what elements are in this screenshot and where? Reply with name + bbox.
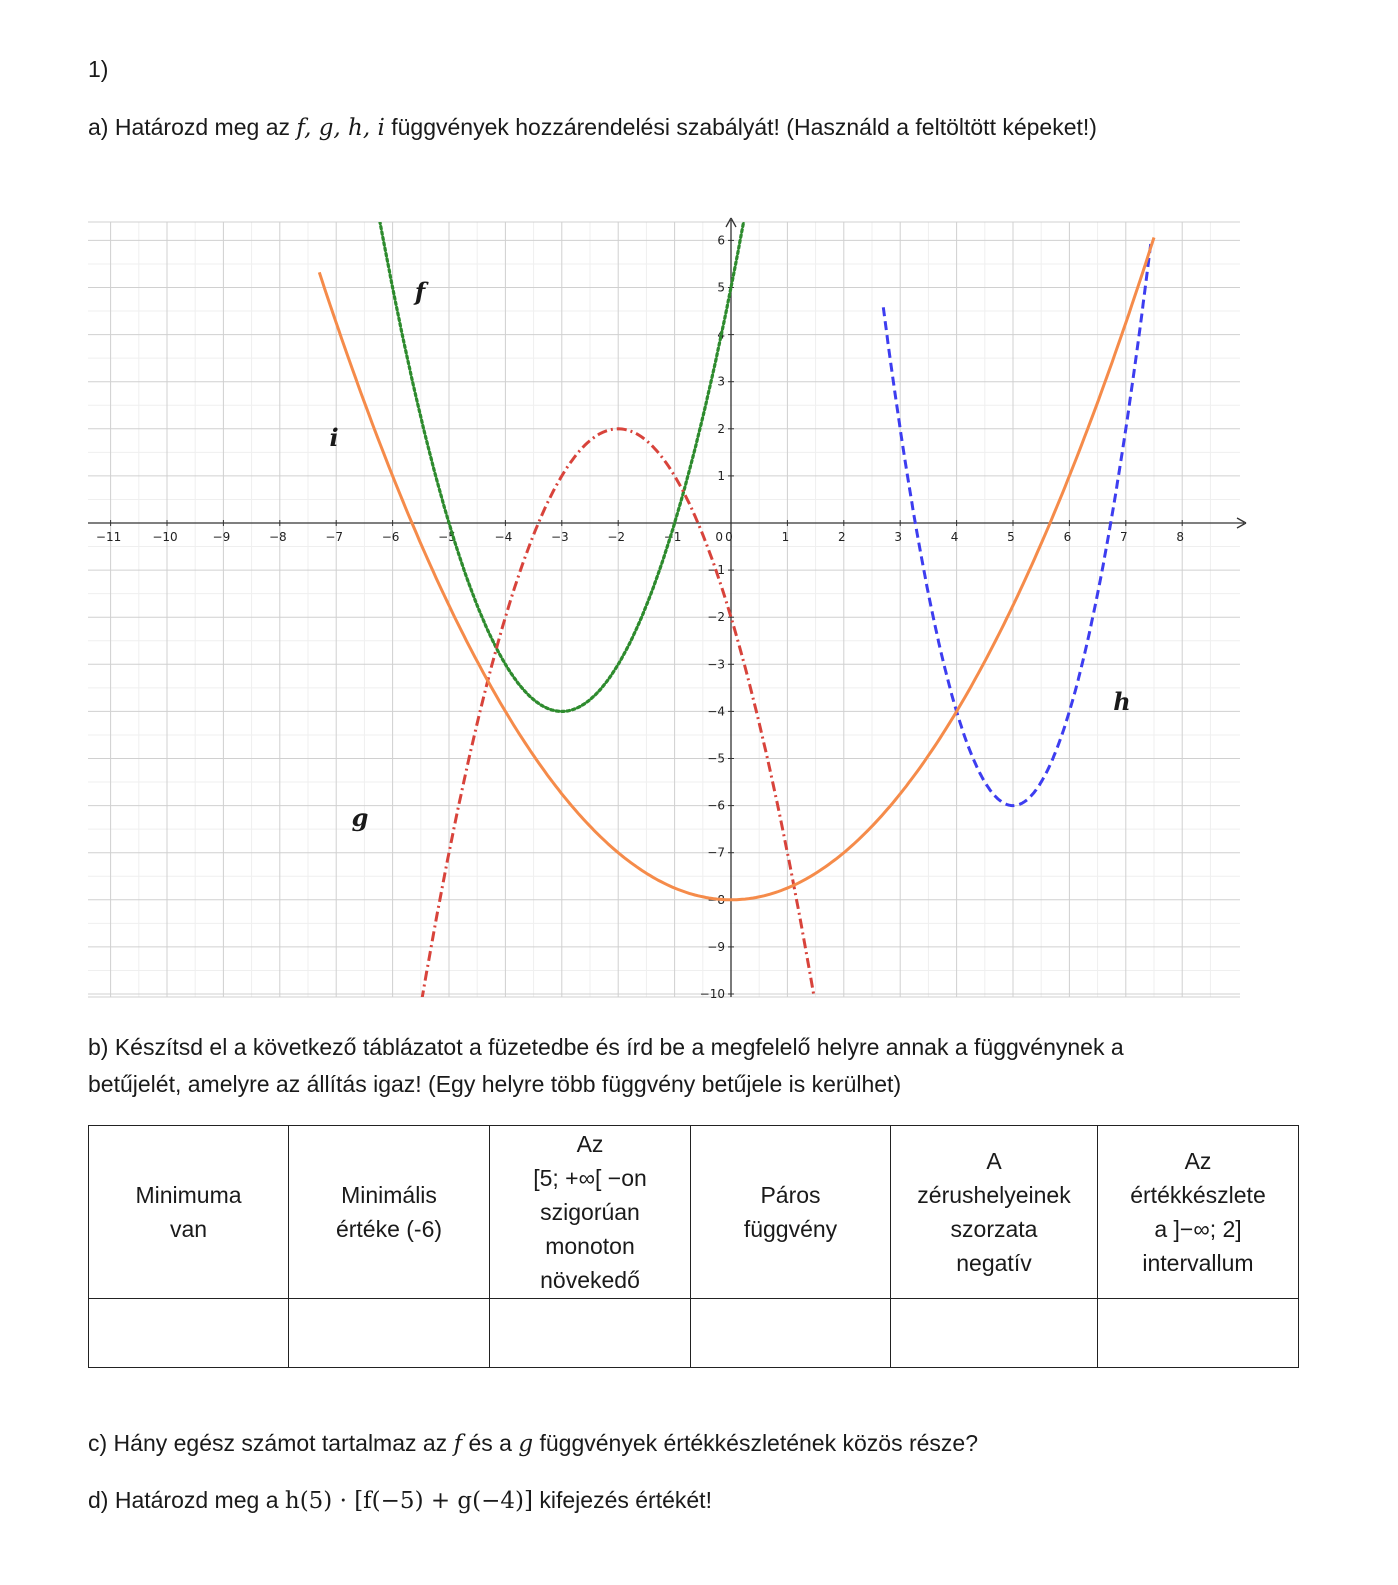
x-tick-label: −11 <box>95 530 122 544</box>
x-tick-label: −3 <box>550 530 569 544</box>
x-tick-label: 1 <box>781 530 790 544</box>
x-tick-label: 5 <box>1007 530 1015 544</box>
answer-cell[interactable] <box>490 1299 691 1368</box>
answer-cell[interactable] <box>691 1299 891 1368</box>
y-tick-label: −10 <box>699 987 725 1001</box>
header-line: van <box>169 1216 208 1242</box>
header-line: függvény <box>743 1216 838 1242</box>
header-line: A <box>986 1148 1002 1174</box>
table-header-cell <box>490 1126 691 1299</box>
header-line: szorzata <box>950 1216 1038 1242</box>
header-line: értéke (-6) <box>335 1216 443 1242</box>
answer-cell[interactable] <box>1098 1299 1299 1368</box>
x-tick-label: 0 <box>725 530 733 544</box>
part-a-functions: f, g, h, i <box>296 115 385 141</box>
y-tick-label: −7 <box>707 845 725 860</box>
x-tick-label: 8 <box>1176 530 1185 544</box>
header-line: szigorúan <box>540 1199 640 1225</box>
header-line: intervallum <box>1142 1250 1254 1276</box>
y-tick-label: 5 <box>717 280 725 295</box>
part-d-prefix: d) Határozd meg a <box>88 1487 279 1513</box>
x-tick-label: 4 <box>950 530 959 544</box>
y-tick-label: −3 <box>707 657 725 672</box>
header-line: zérushelyeinek <box>917 1182 1071 1208</box>
y-tick-label: −4 <box>707 704 725 719</box>
x-tick-label: −2 <box>607 530 626 544</box>
table-header-cell <box>289 1126 490 1299</box>
y-tick-label: −5 <box>707 751 725 766</box>
part-c-mid: és a <box>468 1430 512 1456</box>
part-c-text <box>88 1430 978 1457</box>
y-tick-label: −6 <box>707 798 725 813</box>
header-line: a ]−∞; 2] <box>1154 1216 1242 1242</box>
answer-cell[interactable] <box>89 1299 289 1368</box>
part-c-suffix: függvények értékkészletének közös része? <box>539 1430 979 1456</box>
curve-label-f: f <box>414 277 426 306</box>
y-tick-label: 6 <box>717 233 725 248</box>
header-line: Minimuma <box>135 1182 242 1208</box>
x-tick-label: −7 <box>325 530 344 544</box>
x-tick-label: −8 <box>268 530 287 544</box>
header-line: növekedő <box>540 1267 640 1293</box>
part-a-prefix: a) Határozd meg az <box>88 114 290 140</box>
x-tick-label: 6 <box>1063 530 1072 544</box>
y-tick-label: −2 <box>707 610 725 625</box>
y-tick-label: −1 <box>707 563 725 578</box>
part-b-line1: b) Készítsd el a következő táblázatot a füzetedbe és írd be a megfelelő helyre annak a függvénynek a <box>88 1034 1124 1060</box>
origin-label: 0 <box>715 530 723 544</box>
x-tick-label: 2 <box>837 530 846 544</box>
header-line: negatív <box>956 1250 1032 1276</box>
table-header-cell <box>89 1126 289 1299</box>
part-a-suffix: függvények hozzárendelési szabályát! (Használd a feltöltött képeket!) <box>391 114 1097 140</box>
x-tick-label: −4 <box>494 530 513 544</box>
part-d-suffix: kifejezés értékét! <box>539 1487 712 1513</box>
part-b-line2: betűjelét, amelyre az állítás igaz! (Egy helyre több függvény betűjele is kerülhet) <box>88 1071 902 1097</box>
header-line: Az <box>576 1131 604 1157</box>
y-tick-label: 3 <box>717 374 725 389</box>
x-tick-label: −10 <box>152 530 178 544</box>
curve-f <box>370 151 756 712</box>
curve-label-i: i <box>329 423 339 452</box>
answer-cell[interactable] <box>289 1299 490 1368</box>
x-tick-label: −1 <box>663 530 682 544</box>
y-tick-label: 4 <box>717 327 725 342</box>
part-d-expression: h(5) · [f(−5) + g(−4)] <box>284 1488 533 1514</box>
x-tick-label: −9 <box>212 530 231 544</box>
header-line: Páros <box>760 1182 821 1208</box>
table-header-cell <box>891 1126 1098 1299</box>
x-tick-label: −5 <box>438 530 456 544</box>
x-tick-label: 3 <box>894 530 903 544</box>
answer-cell[interactable] <box>891 1299 1098 1368</box>
y-tick-label: −9 <box>707 939 725 954</box>
curve-i <box>319 238 1154 900</box>
curve-label-h: h <box>1113 687 1131 716</box>
table-header-cell <box>691 1126 891 1299</box>
header-line: monoton <box>545 1233 635 1259</box>
table-header-cell <box>1098 1126 1299 1299</box>
properties-table <box>88 1125 1299 1368</box>
table-answer-row <box>89 1299 1299 1368</box>
y-tick-label: 2 <box>717 421 725 436</box>
x-tick-label: 7 <box>1119 530 1128 544</box>
part-c-f: f <box>453 1431 463 1457</box>
y-tick-label: −8 <box>707 892 725 907</box>
header-line: Az <box>1184 1148 1212 1174</box>
header-line: Minimális <box>341 1182 437 1208</box>
problem-number: 1) <box>88 56 109 82</box>
part-d-text <box>88 1487 712 1514</box>
y-tick-label: 1 <box>717 468 725 483</box>
curve-label-g: g <box>351 803 369 832</box>
part-c-g: g <box>518 1431 534 1457</box>
part-c-prefix: c) Hány egész számot tartalmaz az <box>88 1430 448 1456</box>
x-tick-label: −6 <box>381 530 400 544</box>
header-line: értékkészlete <box>1130 1182 1266 1208</box>
header-line: [5; +∞[ −on <box>533 1165 647 1191</box>
table-header-row <box>89 1126 1299 1299</box>
